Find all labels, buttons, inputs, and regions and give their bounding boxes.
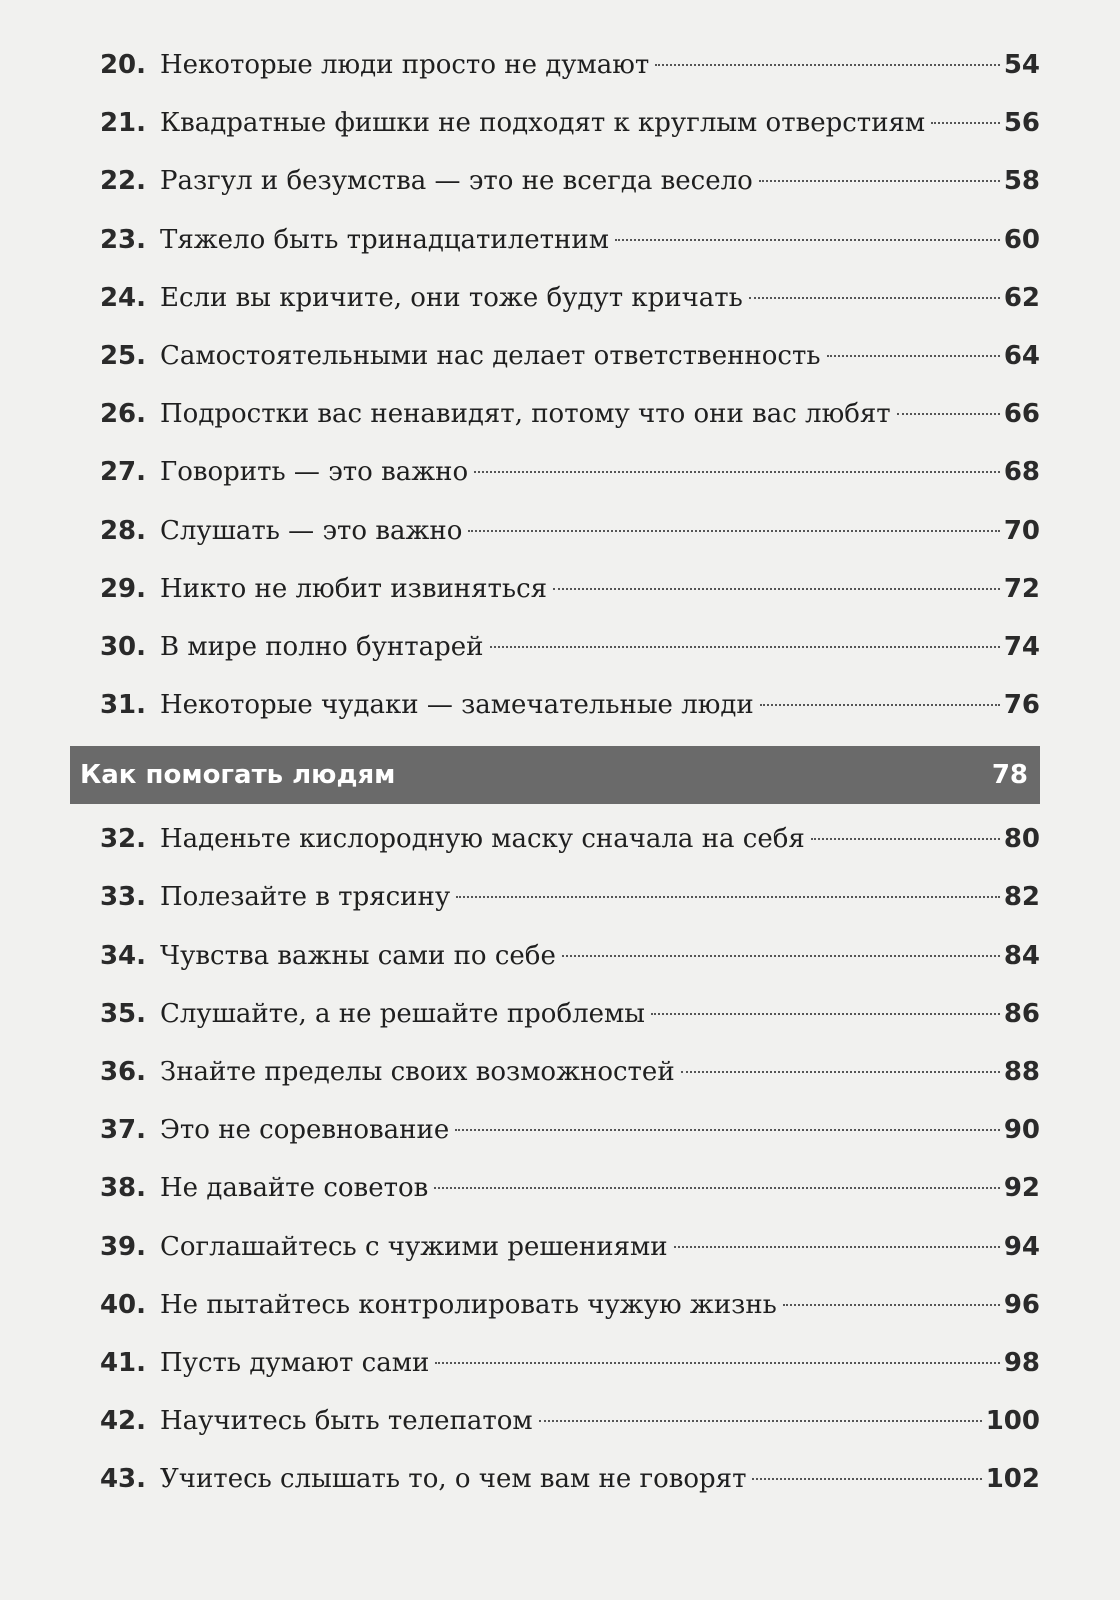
toc-entry[interactable]	[70, 810, 1040, 868]
chapter-title: Наденьте кислородную маску сначала на себя	[160, 824, 805, 855]
dot-leader	[655, 63, 1000, 66]
section-title: Как помогать людям	[80, 760, 396, 791]
page-number: 64	[1003, 340, 1040, 371]
toc-entry[interactable]	[70, 1450, 1040, 1508]
chapter-title: Пусть думают сами	[160, 1347, 430, 1378]
chapter-number: 41.	[99, 1347, 146, 1378]
page-number: 76	[1003, 690, 1040, 721]
dot-leader	[760, 703, 1000, 706]
toc-entry[interactable]	[70, 94, 1040, 152]
dot-leader	[811, 837, 1000, 840]
page-number: 88	[1003, 1057, 1040, 1087]
chapter-title: Некоторые чудаки — замечательные люди	[160, 690, 754, 721]
chapter-title: Соглашайтесь с чужими решениями	[160, 1231, 668, 1262]
chapter-title: Это не соревнование	[160, 1115, 450, 1146]
dot-leader	[783, 1303, 1000, 1306]
dot-leader	[651, 1012, 1000, 1015]
dot-leader	[615, 238, 1000, 241]
dot-leader	[553, 587, 1000, 590]
chapter-number: 39.	[99, 1231, 146, 1262]
page-number: 84	[1003, 940, 1040, 971]
dot-leader	[490, 645, 1000, 648]
page-number: 72	[1003, 573, 1040, 604]
chapter-title: В мире полно бунтарей	[160, 631, 484, 662]
toc-entry[interactable]	[70, 443, 1040, 501]
toc-entry[interactable]	[70, 1101, 1040, 1159]
section-header[interactable]	[70, 746, 1040, 804]
chapter-number: 43.	[99, 1464, 146, 1495]
chapter-title: Тяжело быть тринадцатилетним	[160, 224, 609, 255]
chapter-number: 31.	[99, 690, 146, 721]
chapter-number: 28.	[99, 515, 146, 546]
toc-entry[interactable]	[70, 560, 1040, 618]
dot-leader	[897, 412, 1000, 415]
chapter-title: Чувства важны сами по себе	[160, 940, 556, 971]
dot-leader	[681, 1070, 1000, 1073]
chapter-title: Полезайте в трясину	[160, 882, 451, 913]
chapter-number: 33.	[99, 882, 146, 913]
chapter-number: 40.	[99, 1289, 146, 1320]
page-number: 56	[1003, 108, 1040, 139]
dot-leader	[749, 296, 1000, 299]
page-number: 58	[1003, 166, 1040, 197]
toc-entry[interactable]	[70, 36, 1040, 94]
chapter-number: 25.	[99, 340, 146, 371]
dot-leader	[827, 354, 1000, 357]
toc-entry[interactable]	[70, 985, 1040, 1043]
toc-entry[interactable]	[70, 868, 1040, 926]
page-number: 96	[1003, 1289, 1040, 1320]
page-number: 98	[1003, 1347, 1040, 1378]
toc-entry[interactable]	[70, 211, 1040, 269]
dot-leader	[674, 1245, 1000, 1248]
page-number: 70	[1003, 515, 1040, 546]
page-number: 66	[1003, 399, 1040, 430]
chapter-title: Подростки вас ненавидят, потому что они вас любят	[160, 399, 891, 430]
page-number: 86	[1003, 998, 1040, 1029]
chapter-title: Научитесь быть телепатом	[160, 1406, 533, 1437]
chapter-title: Учитесь слышать то, о чем вам не говорят	[160, 1464, 747, 1495]
page-number: 74	[1003, 631, 1040, 662]
chapter-number: 21.	[99, 108, 146, 139]
dot-leader	[435, 1361, 1000, 1364]
section-page-number: 78	[991, 760, 1028, 791]
chapter-title: Говорить — это важно	[160, 457, 469, 488]
toc-entry[interactable]	[70, 269, 1040, 327]
page-number: 92	[1003, 1173, 1040, 1204]
dot-leader	[474, 470, 1000, 473]
chapter-number: 26.	[99, 399, 146, 430]
dot-leader	[931, 121, 1000, 124]
page-number: 68	[1003, 457, 1040, 488]
chapter-number: 22.	[99, 166, 146, 197]
chapter-number: 34.	[99, 940, 146, 971]
dot-leader	[456, 895, 1000, 898]
chapter-number: 38.	[99, 1173, 146, 1204]
toc-entry[interactable]	[70, 676, 1040, 734]
table-of-contents	[70, 36, 1040, 1509]
chapter-title: Никто не любит извиняться	[160, 573, 548, 604]
page-number: 82	[1003, 882, 1040, 913]
page-number: 94	[1003, 1231, 1040, 1262]
toc-entry[interactable]	[70, 618, 1040, 676]
toc-entry[interactable]	[70, 927, 1040, 985]
chapter-title: Не пытайтесь контролировать чужую жизнь	[160, 1289, 777, 1320]
chapter-title: Слушайте, а не решайте проблемы	[160, 998, 645, 1029]
toc-entry[interactable]	[70, 1276, 1040, 1334]
page-number: 90	[1003, 1115, 1040, 1146]
page-number: 60	[1003, 224, 1040, 255]
toc-entry[interactable]	[70, 1334, 1040, 1392]
chapter-number: 29.	[99, 573, 146, 604]
toc-entry[interactable]	[70, 1218, 1040, 1276]
chapter-number: 27.	[99, 457, 146, 488]
chapter-number: 37.	[99, 1115, 146, 1146]
chapter-title: Слушать — это важно	[160, 515, 463, 546]
chapter-title: Самостоятельными нас делает ответственность	[160, 340, 821, 371]
chapter-title: Разгул и безумства — это не всегда весело	[160, 166, 753, 197]
chapter-number: 35.	[99, 998, 146, 1029]
dot-leader	[759, 179, 1000, 182]
chapter-number: 42.	[99, 1406, 146, 1437]
dot-leader	[562, 954, 1000, 957]
chapter-title: Знайте пределы своих возможностей	[160, 1057, 675, 1087]
dot-leader	[468, 529, 999, 532]
page-number: 62	[1003, 282, 1040, 313]
chapter-number: 36.	[99, 1057, 146, 1087]
toc-entry[interactable]	[70, 152, 1040, 210]
toc-entry[interactable]	[70, 327, 1040, 385]
dot-leader	[752, 1477, 981, 1480]
dot-leader	[539, 1419, 982, 1422]
page-number: 54	[1003, 50, 1040, 80]
toc-entry[interactable]	[70, 385, 1040, 443]
dot-leader	[455, 1128, 1000, 1131]
toc-entry[interactable]	[70, 1043, 1040, 1101]
toc-entry[interactable]	[70, 1392, 1040, 1450]
page-number: 102	[985, 1464, 1040, 1495]
chapter-number: 20.	[99, 50, 146, 80]
toc-entry[interactable]	[70, 502, 1040, 560]
page-number: 80	[1003, 824, 1040, 855]
chapter-title: Некоторые люди просто не думают	[160, 50, 650, 80]
chapter-number: 23.	[99, 224, 146, 255]
chapter-number: 30.	[99, 631, 146, 662]
chapter-title: Квадратные фишки не подходят к круглым отверстиям	[160, 108, 926, 139]
chapter-number: 24.	[99, 282, 146, 313]
dot-leader	[434, 1186, 1000, 1189]
chapter-title: Не давайте советов	[160, 1173, 429, 1204]
toc-entry[interactable]	[70, 1159, 1040, 1217]
page-number: 100	[985, 1406, 1040, 1437]
chapter-number: 32.	[99, 824, 146, 855]
chapter-title: Если вы кричите, они тоже будут кричать	[160, 282, 743, 313]
